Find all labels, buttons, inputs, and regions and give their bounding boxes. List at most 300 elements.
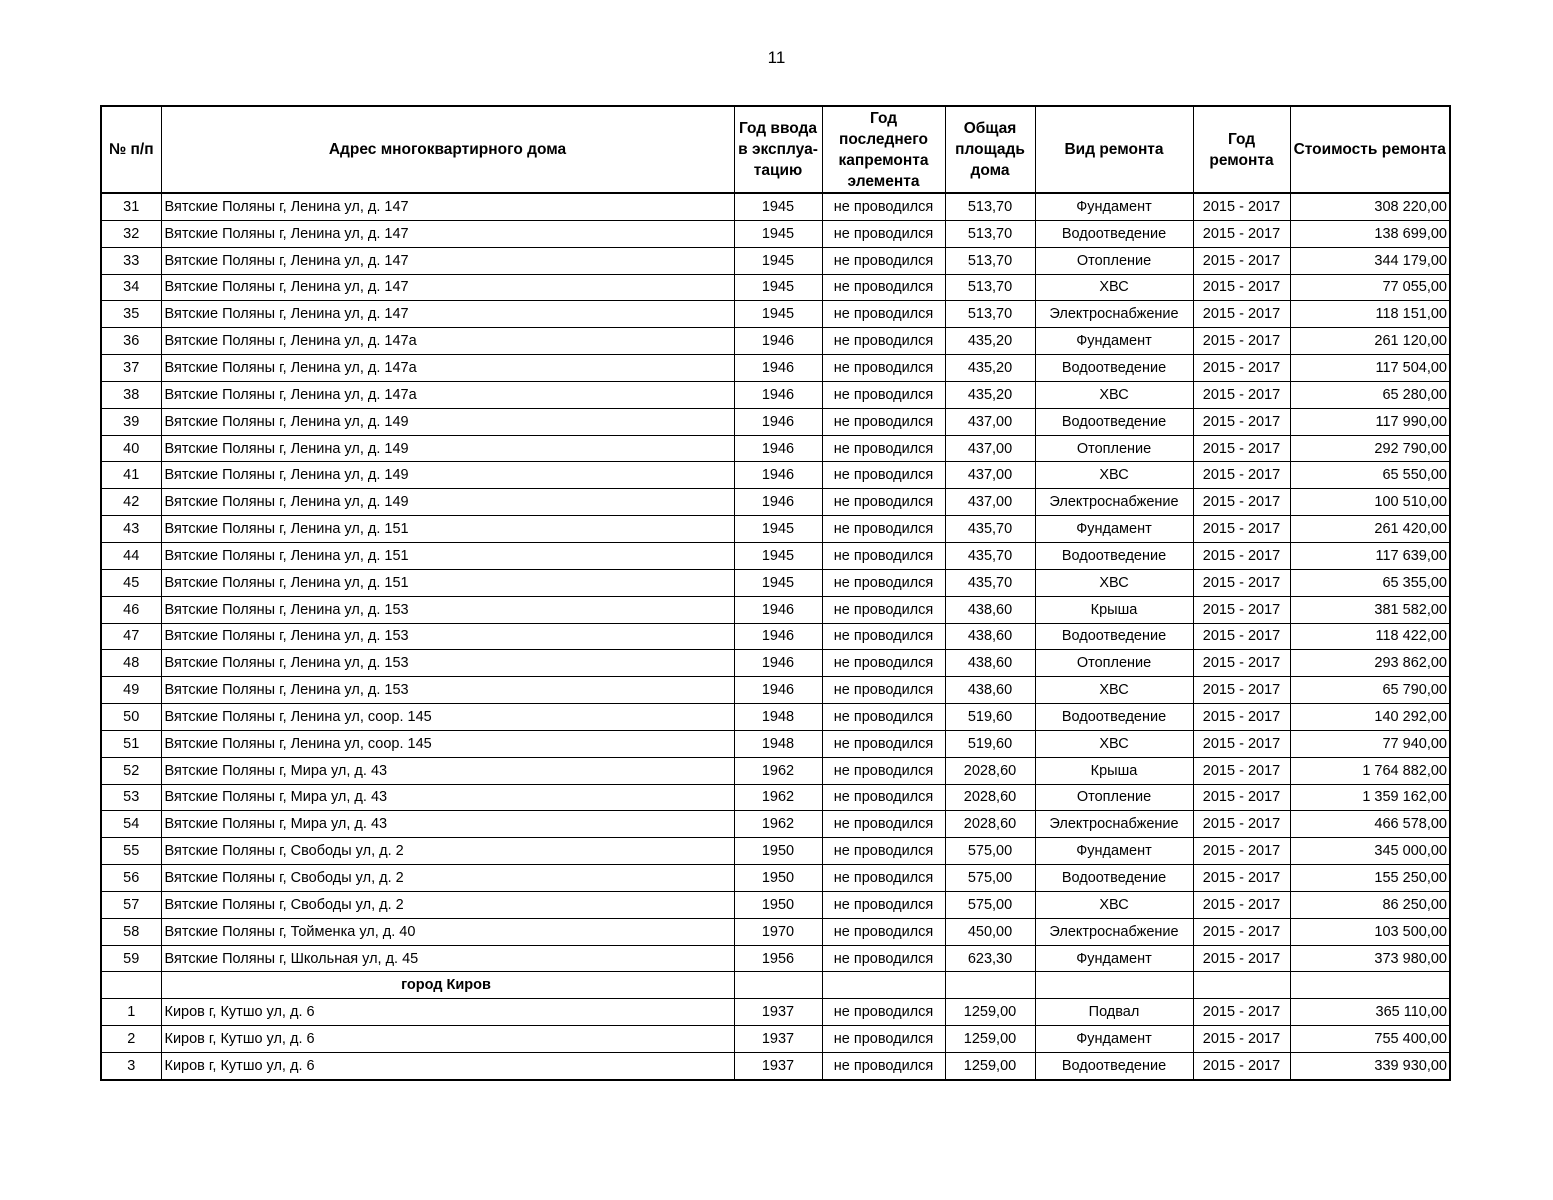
cell-year-built: 1945 [734, 247, 822, 274]
cell-cost: 308 220,00 [1290, 193, 1450, 220]
cell-year-built: 1945 [734, 569, 822, 596]
cell-repair-type: Крыша [1035, 757, 1193, 784]
cell-cost: 466 578,00 [1290, 811, 1450, 838]
cell-last-repair: не проводился [822, 542, 945, 569]
table-row [101, 408, 1450, 435]
table-row [101, 193, 1450, 220]
cell-area: 435,20 [945, 381, 1035, 408]
table-row [101, 328, 1450, 355]
cell-address: Вятские Поляны г, Ленина ул, соор. 145 [161, 704, 734, 731]
cell-last-repair: не проводился [822, 650, 945, 677]
cell-num: 36 [101, 328, 161, 355]
cell-last-repair: не проводился [822, 918, 945, 945]
cell-num: 32 [101, 220, 161, 247]
cell-address: Вятские Поляны г, Ленина ул, д. 147а [161, 355, 734, 382]
cell-repair-type: Электроснабжение [1035, 918, 1193, 945]
cell-repair-type: ХВС [1035, 462, 1193, 489]
cell-repair-type: Водоотведение [1035, 623, 1193, 650]
cell-num: 56 [101, 865, 161, 892]
cell-cost: 1 359 162,00 [1290, 784, 1450, 811]
cell-address: Вятские Поляны г, Ленина ул, д. 151 [161, 569, 734, 596]
cell-repair-year: 2015 - 2017 [1193, 784, 1290, 811]
cell-num: 2 [101, 1026, 161, 1053]
cell-cost: 100 510,00 [1290, 489, 1450, 516]
cell-year-built: 1950 [734, 838, 822, 865]
cell-num: 54 [101, 811, 161, 838]
cell-address: Киров г, Кутшо ул, д. 6 [161, 999, 734, 1026]
cell-year-built: 1948 [734, 704, 822, 731]
cell-repair-year: 2015 - 2017 [1193, 945, 1290, 972]
cell-year-built: 1946 [734, 355, 822, 382]
cell-cost: 339 930,00 [1290, 1053, 1450, 1080]
cell-repair-type: Водоотведение [1035, 704, 1193, 731]
empty-cell [945, 972, 1035, 999]
cell-num: 40 [101, 435, 161, 462]
cell-repair-type: Электроснабжение [1035, 811, 1193, 838]
cell-cost: 1 764 882,00 [1290, 757, 1450, 784]
cell-last-repair: не проводился [822, 462, 945, 489]
cell-repair-year: 2015 - 2017 [1193, 891, 1290, 918]
cell-repair-type: ХВС [1035, 274, 1193, 301]
cell-repair-type: ХВС [1035, 891, 1193, 918]
cell-last-repair: не проводился [822, 891, 945, 918]
cell-cost: 77 940,00 [1290, 730, 1450, 757]
cell-area: 519,60 [945, 730, 1035, 757]
table-row [101, 811, 1450, 838]
table-row [101, 650, 1450, 677]
cell-area: 2028,60 [945, 811, 1035, 838]
cell-address: Вятские Поляны г, Мира ул, д. 43 [161, 757, 734, 784]
cell-repair-year: 2015 - 2017 [1193, 220, 1290, 247]
cell-year-built: 1937 [734, 1026, 822, 1053]
cell-year-built: 1962 [734, 811, 822, 838]
repair-table [100, 105, 1451, 1081]
cell-cost: 117 504,00 [1290, 355, 1450, 382]
cell-year-built: 1945 [734, 301, 822, 328]
table-row [101, 999, 1450, 1026]
cell-last-repair: не проводился [822, 838, 945, 865]
cell-address: Вятские Поляны г, Ленина ул, д. 153 [161, 623, 734, 650]
cell-num: 57 [101, 891, 161, 918]
cell-repair-type: Отопление [1035, 650, 1193, 677]
table-row [101, 247, 1450, 274]
cell-cost: 261 120,00 [1290, 328, 1450, 355]
cell-repair-type: Фундамент [1035, 193, 1193, 220]
cell-last-repair: не проводился [822, 193, 945, 220]
cell-last-repair: не проводился [822, 220, 945, 247]
table-row [101, 757, 1450, 784]
cell-num: 41 [101, 462, 161, 489]
cell-num: 37 [101, 355, 161, 382]
cell-repair-year: 2015 - 2017 [1193, 650, 1290, 677]
cell-repair-type: Водоотведение [1035, 355, 1193, 382]
cell-area: 513,70 [945, 274, 1035, 301]
empty-cell [1193, 972, 1290, 999]
cell-address: Вятские Поляны г, Ленина ул, д. 147а [161, 381, 734, 408]
cell-last-repair: не проводился [822, 328, 945, 355]
cell-repair-year: 2015 - 2017 [1193, 516, 1290, 543]
cell-repair-year: 2015 - 2017 [1193, 435, 1290, 462]
table-row [101, 355, 1450, 382]
cell-area: 435,70 [945, 542, 1035, 569]
cell-area: 575,00 [945, 838, 1035, 865]
cell-address: Вятские Поляны г, Ленина ул, д. 147 [161, 247, 734, 274]
cell-num: 55 [101, 838, 161, 865]
cell-repair-type: ХВС [1035, 730, 1193, 757]
cell-num: 46 [101, 596, 161, 623]
cell-cost: 344 179,00 [1290, 247, 1450, 274]
empty-cell [101, 972, 161, 999]
header-repair-type: Вид ремонта [1035, 106, 1193, 193]
cell-last-repair: не проводился [822, 999, 945, 1026]
cell-year-built: 1962 [734, 784, 822, 811]
cell-cost: 118 151,00 [1290, 301, 1450, 328]
cell-last-repair: не проводился [822, 811, 945, 838]
cell-repair-year: 2015 - 2017 [1193, 730, 1290, 757]
cell-year-built: 1946 [734, 623, 822, 650]
cell-repair-type: ХВС [1035, 381, 1193, 408]
cell-area: 438,60 [945, 650, 1035, 677]
cell-repair-type: Фундамент [1035, 1026, 1193, 1053]
cell-area: 623,30 [945, 945, 1035, 972]
cell-year-built: 1946 [734, 489, 822, 516]
cell-num: 34 [101, 274, 161, 301]
cell-area: 438,60 [945, 677, 1035, 704]
cell-repair-type: ХВС [1035, 677, 1193, 704]
cell-cost: 365 110,00 [1290, 999, 1450, 1026]
cell-repair-year: 2015 - 2017 [1193, 677, 1290, 704]
cell-cost: 65 280,00 [1290, 381, 1450, 408]
cell-area: 435,70 [945, 516, 1035, 543]
table-row [101, 891, 1450, 918]
cell-last-repair: не проводился [822, 1053, 945, 1080]
cell-address: Вятские Поляны г, Ленина ул, д. 153 [161, 596, 734, 623]
header-num: № п/п [101, 106, 161, 193]
cell-address: Вятские Поляны г, Ленина ул, д. 149 [161, 489, 734, 516]
table-row [101, 274, 1450, 301]
cell-cost: 65 355,00 [1290, 569, 1450, 596]
table-row [101, 1053, 1450, 1080]
cell-address: Киров г, Кутшо ул, д. 6 [161, 1053, 734, 1080]
cell-last-repair: не проводился [822, 489, 945, 516]
table-row [101, 945, 1450, 972]
cell-repair-type: Подвал [1035, 999, 1193, 1026]
table-row [101, 569, 1450, 596]
cell-cost: 65 550,00 [1290, 462, 1450, 489]
table-row [101, 220, 1450, 247]
cell-year-built: 1946 [734, 650, 822, 677]
cell-num: 49 [101, 677, 161, 704]
cell-repair-year: 2015 - 2017 [1193, 301, 1290, 328]
cell-address: Вятские Поляны г, Свободы ул, д. 2 [161, 865, 734, 892]
cell-year-built: 1948 [734, 730, 822, 757]
cell-year-built: 1945 [734, 274, 822, 301]
empty-cell [1035, 972, 1193, 999]
cell-repair-year: 2015 - 2017 [1193, 274, 1290, 301]
cell-repair-year: 2015 - 2017 [1193, 408, 1290, 435]
cell-repair-type: Водоотведение [1035, 542, 1193, 569]
cell-repair-year: 2015 - 2017 [1193, 838, 1290, 865]
cell-last-repair: не проводился [822, 301, 945, 328]
cell-address: Вятские Поляны г, Ленина ул, соор. 145 [161, 730, 734, 757]
cell-area: 438,60 [945, 596, 1035, 623]
cell-num: 47 [101, 623, 161, 650]
table-row [101, 677, 1450, 704]
table-row [101, 1026, 1450, 1053]
table-row [101, 838, 1450, 865]
cell-repair-type: Водоотведение [1035, 1053, 1193, 1080]
cell-area: 513,70 [945, 247, 1035, 274]
table-row [101, 301, 1450, 328]
cell-address: Вятские Поляны г, Ленина ул, д. 149 [161, 435, 734, 462]
cell-repair-year: 2015 - 2017 [1193, 569, 1290, 596]
cell-repair-year: 2015 - 2017 [1193, 623, 1290, 650]
cell-address: Вятские Поляны г, Ленина ул, д. 147 [161, 220, 734, 247]
cell-last-repair: не проводился [822, 1026, 945, 1053]
cell-year-built: 1946 [734, 596, 822, 623]
header-last-repair: Год последнего капремонта элемента [822, 106, 945, 193]
header-area: Общая площадь дома [945, 106, 1035, 193]
cell-num: 50 [101, 704, 161, 731]
cell-year-built: 1946 [734, 408, 822, 435]
cell-area: 2028,60 [945, 757, 1035, 784]
cell-cost: 381 582,00 [1290, 596, 1450, 623]
cell-repair-year: 2015 - 2017 [1193, 811, 1290, 838]
empty-cell [1290, 972, 1450, 999]
cell-address: Вятские Поляны г, Ленина ул, д. 149 [161, 462, 734, 489]
cell-area: 437,00 [945, 408, 1035, 435]
cell-repair-type: Водоотведение [1035, 408, 1193, 435]
cell-area: 513,70 [945, 193, 1035, 220]
cell-repair-year: 2015 - 2017 [1193, 489, 1290, 516]
cell-year-built: 1950 [734, 865, 822, 892]
cell-num: 33 [101, 247, 161, 274]
cell-area: 438,60 [945, 623, 1035, 650]
cell-repair-type: Отопление [1035, 784, 1193, 811]
cell-year-built: 1946 [734, 462, 822, 489]
cell-address: Вятские Поляны г, Ленина ул, д. 147 [161, 301, 734, 328]
empty-cell [734, 972, 822, 999]
cell-cost: 292 790,00 [1290, 435, 1450, 462]
cell-cost: 138 699,00 [1290, 220, 1450, 247]
cell-area: 1259,00 [945, 999, 1035, 1026]
cell-area: 450,00 [945, 918, 1035, 945]
cell-num: 48 [101, 650, 161, 677]
cell-address: Вятские Поляны г, Ленина ул, д. 147а [161, 328, 734, 355]
cell-last-repair: не проводился [822, 784, 945, 811]
cell-last-repair: не проводился [822, 435, 945, 462]
cell-num: 52 [101, 757, 161, 784]
table-body [101, 193, 1450, 1080]
cell-repair-type: Отопление [1035, 247, 1193, 274]
cell-num: 53 [101, 784, 161, 811]
cell-cost: 103 500,00 [1290, 918, 1450, 945]
cell-repair-type: Фундамент [1035, 838, 1193, 865]
cell-cost: 755 400,00 [1290, 1026, 1450, 1053]
cell-repair-year: 2015 - 2017 [1193, 1053, 1290, 1080]
cell-cost: 117 639,00 [1290, 542, 1450, 569]
cell-num: 44 [101, 542, 161, 569]
cell-num: 35 [101, 301, 161, 328]
cell-area: 575,00 [945, 891, 1035, 918]
section-row [101, 972, 1450, 999]
cell-area: 435,20 [945, 355, 1035, 382]
cell-address: Киров г, Кутшо ул, д. 6 [161, 1026, 734, 1053]
cell-area: 437,00 [945, 462, 1035, 489]
header-cost: Стоимость ремонта [1290, 106, 1450, 193]
cell-repair-year: 2015 - 2017 [1193, 193, 1290, 220]
cell-year-built: 1950 [734, 891, 822, 918]
cell-num: 1 [101, 999, 161, 1026]
cell-num: 59 [101, 945, 161, 972]
table-row [101, 489, 1450, 516]
cell-cost: 373 980,00 [1290, 945, 1450, 972]
cell-num: 43 [101, 516, 161, 543]
cell-repair-type: ХВС [1035, 569, 1193, 596]
cell-last-repair: не проводился [822, 408, 945, 435]
cell-last-repair: не проводился [822, 704, 945, 731]
cell-address: Вятские Поляны г, Мира ул, д. 43 [161, 811, 734, 838]
cell-repair-type: Отопление [1035, 435, 1193, 462]
cell-repair-year: 2015 - 2017 [1193, 381, 1290, 408]
cell-area: 575,00 [945, 865, 1035, 892]
cell-repair-year: 2015 - 2017 [1193, 328, 1290, 355]
cell-num: 58 [101, 918, 161, 945]
cell-address: Вятские Поляны г, Мира ул, д. 43 [161, 784, 734, 811]
cell-year-built: 1946 [734, 328, 822, 355]
cell-last-repair: не проводился [822, 355, 945, 382]
cell-cost: 140 292,00 [1290, 704, 1450, 731]
cell-repair-type: Фундамент [1035, 945, 1193, 972]
cell-num: 3 [101, 1053, 161, 1080]
cell-area: 513,70 [945, 220, 1035, 247]
cell-area: 437,00 [945, 435, 1035, 462]
cell-year-built: 1937 [734, 1053, 822, 1080]
cell-num: 45 [101, 569, 161, 596]
cell-address: Вятские Поляны г, Свободы ул, д. 2 [161, 891, 734, 918]
header-row [101, 106, 1450, 193]
cell-year-built: 1945 [734, 542, 822, 569]
cell-year-built: 1956 [734, 945, 822, 972]
section-title: город Киров [161, 972, 734, 999]
cell-repair-type: Электроснабжение [1035, 489, 1193, 516]
cell-repair-year: 2015 - 2017 [1193, 462, 1290, 489]
cell-address: Вятские Поляны г, Ленина ул, д. 153 [161, 650, 734, 677]
cell-area: 435,20 [945, 328, 1035, 355]
cell-cost: 155 250,00 [1290, 865, 1450, 892]
cell-last-repair: не проводился [822, 945, 945, 972]
cell-cost: 261 420,00 [1290, 516, 1450, 543]
table-row [101, 542, 1450, 569]
cell-cost: 117 990,00 [1290, 408, 1450, 435]
cell-address: Вятские Поляны г, Ленина ул, д. 151 [161, 516, 734, 543]
cell-last-repair: не проводился [822, 247, 945, 274]
cell-area: 437,00 [945, 489, 1035, 516]
cell-address: Вятские Поляны г, Ленина ул, д. 147 [161, 193, 734, 220]
header-year-built: Год ввода в эксплуа-тацию [734, 106, 822, 193]
cell-last-repair: не проводился [822, 381, 945, 408]
cell-num: 38 [101, 381, 161, 408]
cell-address: Вятские Поляны г, Тойменка ул, д. 40 [161, 918, 734, 945]
cell-area: 1259,00 [945, 1026, 1035, 1053]
cell-last-repair: не проводился [822, 596, 945, 623]
cell-year-built: 1937 [734, 999, 822, 1026]
cell-year-built: 1946 [734, 435, 822, 462]
cell-year-built: 1945 [734, 516, 822, 543]
table-row [101, 730, 1450, 757]
cell-area: 513,70 [945, 301, 1035, 328]
cell-repair-year: 2015 - 2017 [1193, 999, 1290, 1026]
cell-last-repair: не проводился [822, 677, 945, 704]
cell-num: 42 [101, 489, 161, 516]
table-row [101, 435, 1450, 462]
empty-cell [822, 972, 945, 999]
cell-area: 1259,00 [945, 1053, 1035, 1080]
cell-year-built: 1945 [734, 193, 822, 220]
cell-year-built: 1946 [734, 677, 822, 704]
table-row [101, 918, 1450, 945]
table-row [101, 623, 1450, 650]
cell-cost: 345 000,00 [1290, 838, 1450, 865]
table-row [101, 596, 1450, 623]
table-row [101, 516, 1450, 543]
cell-address: Вятские Поляны г, Ленина ул, д. 147 [161, 274, 734, 301]
cell-repair-year: 2015 - 2017 [1193, 596, 1290, 623]
cell-repair-type: Фундамент [1035, 516, 1193, 543]
table-row [101, 784, 1450, 811]
cell-repair-year: 2015 - 2017 [1193, 865, 1290, 892]
cell-cost: 293 862,00 [1290, 650, 1450, 677]
cell-address: Вятские Поляны г, Свободы ул, д. 2 [161, 838, 734, 865]
cell-repair-type: Водоотведение [1035, 220, 1193, 247]
cell-cost: 118 422,00 [1290, 623, 1450, 650]
cell-year-built: 1962 [734, 757, 822, 784]
cell-last-repair: не проводился [822, 757, 945, 784]
cell-num: 31 [101, 193, 161, 220]
cell-repair-year: 2015 - 2017 [1193, 1026, 1290, 1053]
cell-repair-year: 2015 - 2017 [1193, 757, 1290, 784]
cell-repair-year: 2015 - 2017 [1193, 355, 1290, 382]
cell-address: Вятские Поляны г, Школьная ул, д. 45 [161, 945, 734, 972]
cell-area: 519,60 [945, 704, 1035, 731]
cell-repair-year: 2015 - 2017 [1193, 542, 1290, 569]
cell-year-built: 1946 [734, 381, 822, 408]
cell-num: 39 [101, 408, 161, 435]
cell-last-repair: не проводился [822, 865, 945, 892]
cell-address: Вятские Поляны г, Ленина ул, д. 153 [161, 677, 734, 704]
cell-repair-year: 2015 - 2017 [1193, 918, 1290, 945]
cell-address: Вятские Поляны г, Ленина ул, д. 149 [161, 408, 734, 435]
header-address: Адрес многоквартирного дома [161, 106, 734, 193]
cell-last-repair: не проводился [822, 569, 945, 596]
cell-year-built: 1945 [734, 220, 822, 247]
cell-repair-type: Крыша [1035, 596, 1193, 623]
cell-repair-type: Водоотведение [1035, 865, 1193, 892]
cell-cost: 86 250,00 [1290, 891, 1450, 918]
cell-last-repair: не проводился [822, 274, 945, 301]
cell-repair-year: 2015 - 2017 [1193, 247, 1290, 274]
table-row [101, 381, 1450, 408]
cell-last-repair: не проводился [822, 730, 945, 757]
cell-address: Вятские Поляны г, Ленина ул, д. 151 [161, 542, 734, 569]
cell-area: 2028,60 [945, 784, 1035, 811]
cell-last-repair: не проводился [822, 623, 945, 650]
table-row [101, 865, 1450, 892]
cell-cost: 77 055,00 [1290, 274, 1450, 301]
table-row [101, 462, 1450, 489]
cell-last-repair: не проводился [822, 516, 945, 543]
cell-year-built: 1970 [734, 918, 822, 945]
